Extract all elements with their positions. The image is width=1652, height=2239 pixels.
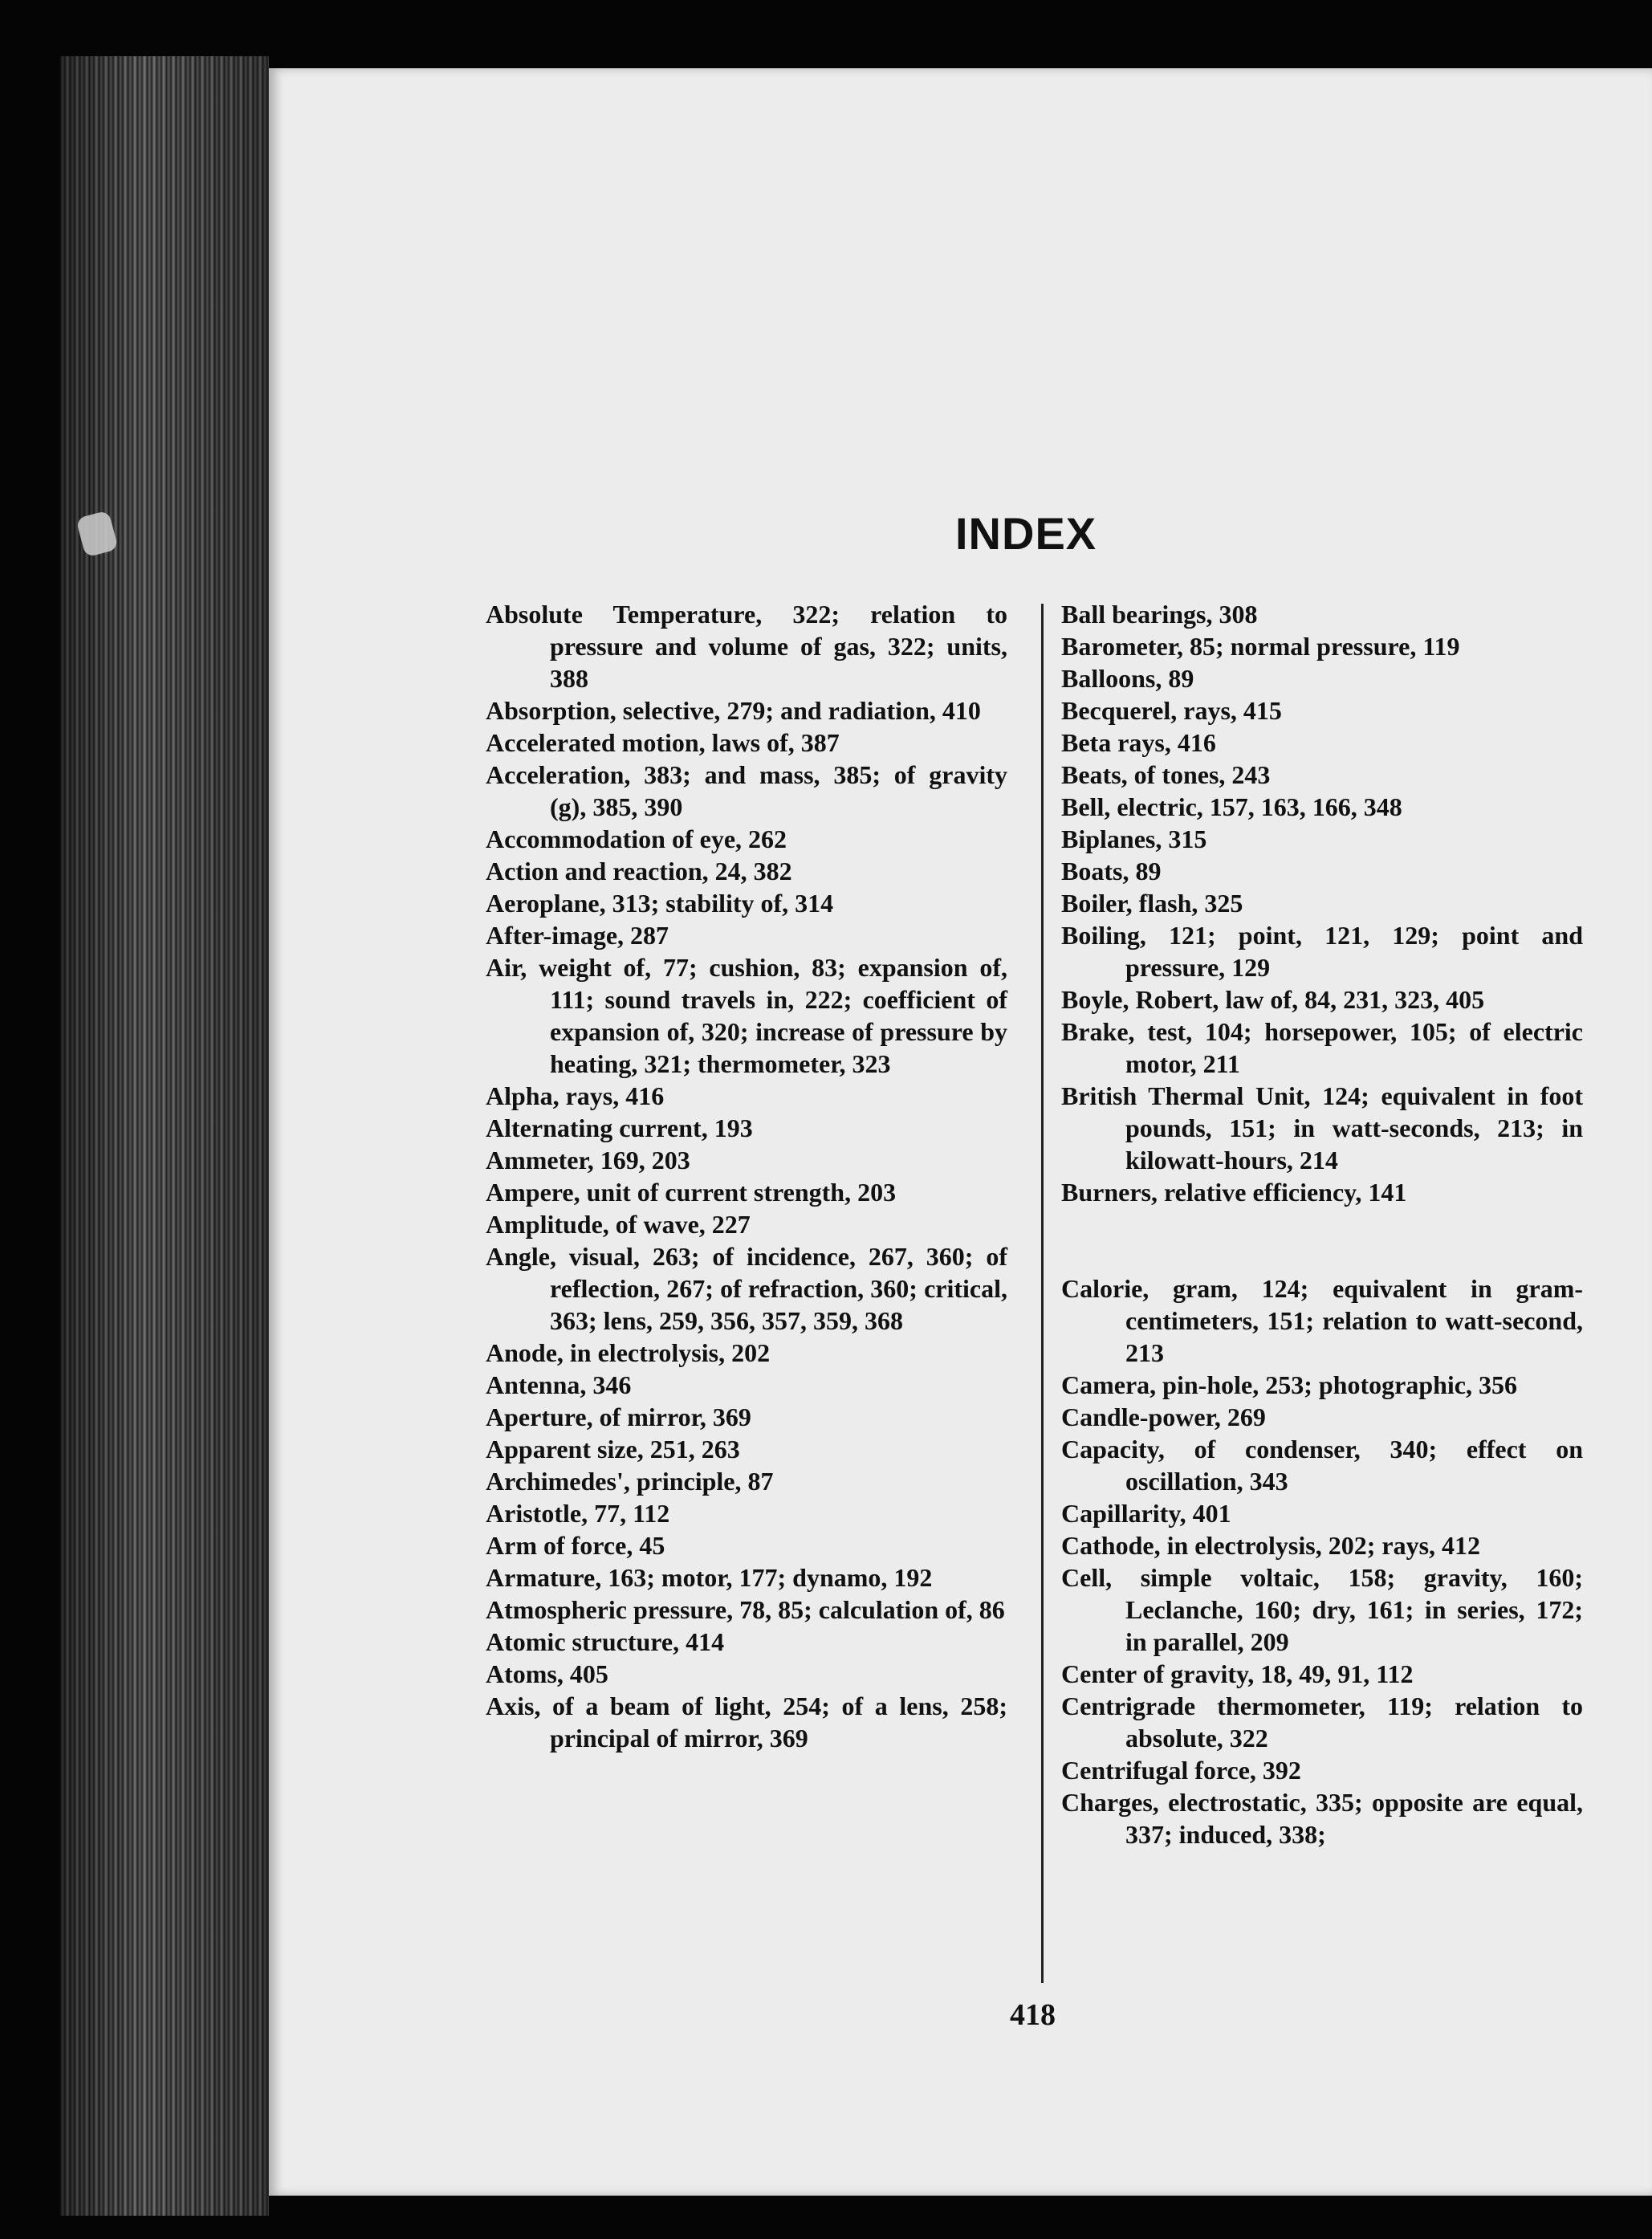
index-entry: Biplanes, 315 (1061, 824, 1207, 853)
page-title: INDEX (955, 508, 1097, 559)
index-entry: Bell, electric, 157, 163, 166, 348 (1061, 792, 1402, 821)
index-entry: Aristotle, 77, 112 (486, 1499, 670, 1528)
index-entry: Alternating current, 193 (486, 1113, 753, 1142)
index-entry: Center of gravity, 18, 49, 91, 112 (1061, 1659, 1414, 1688)
index-entry: Centrigrade thermometer, 119; relation to absolute, 322 (1061, 1691, 1583, 1753)
index-entry: Accelerated motion, laws of, 387 (486, 728, 840, 757)
index-entry: Alpha, rays, 416 (486, 1081, 665, 1110)
index-entry: Burners, relative efficiency, 141 (1061, 1178, 1407, 1207)
column-divider (1041, 604, 1044, 1983)
index-entry: Antenna, 346 (486, 1370, 632, 1399)
index-entry: Accommodation of eye, 262 (486, 824, 787, 853)
index-entry: Armature, 163; motor, 177; dynamo, 192 (486, 1563, 933, 1592)
index-entry: Capillarity, 401 (1061, 1499, 1231, 1528)
index-entry: Capacity, of condenser, 340; effect on oscillation, 343 (1061, 1435, 1583, 1496)
index-entry: Cathode, in electrolysis, 202; rays, 412 (1061, 1531, 1481, 1560)
index-entry: Atomic structure, 414 (486, 1627, 725, 1656)
index-entry: Aeroplane, 313; stability of, 314 (486, 889, 834, 918)
page-number: 418 (1010, 1998, 1056, 2032)
index-column-left (486, 598, 1007, 1754)
index-entry: Charges, electrostatic, 335; opposite are equal, 337; induced, 338; (1061, 1788, 1583, 1849)
index-entry: Brake, test, 104; horsepower, 105; of electric motor, 211 (1061, 1017, 1583, 1078)
index-entry: Ball bearings, 308 (1061, 600, 1258, 629)
index-entry: Atmospheric pressure, 78, 85; calculation of, 86 (486, 1595, 1005, 1624)
index-entry: Aperture, of mirror, 369 (486, 1402, 751, 1431)
index-entry: Arm of force, 45 (486, 1531, 665, 1560)
index-entry: Becquerel, rays, 415 (1061, 696, 1282, 725)
index-entry: Beta rays, 416 (1061, 728, 1216, 757)
index-entry: Ampere, unit of current strength, 203 (486, 1178, 897, 1207)
index-entry: Boiling, 121; point, 121, 129; point and pressure, 129 (1061, 921, 1583, 982)
section-gap (1061, 1208, 1583, 1272)
index-entry: Amplitude, of wave, 227 (486, 1210, 751, 1239)
index-entry: Angle, visual, 263; of incidence, 267, 360; of reflection, 267; of refraction, 360; critical, 363; lens, 259, 356, 357, 359, 368 (486, 1242, 1007, 1335)
index-entry: Action and reaction, 24, 382 (486, 857, 792, 885)
index-entry: Calorie, gram, 124; equivalent in gram-centimeters, 151; relation to watt-second, 213 (1061, 1274, 1583, 1367)
index-entry: Candle-power, 269 (1061, 1402, 1266, 1431)
index-entry: British Thermal Unit, 124; equivalent in foot pounds, 151; in watt-seconds, 213; in kilowatt-hours, 214 (1061, 1081, 1583, 1174)
index-entry: Air, weight of, 77; cushion, 83; expansion of, 111; sound travels in, 222; coefficient of expansion of, 320; increase of pressure by heating, 321; thermometer, 323 (486, 953, 1007, 1078)
index-entry: Cell, simple voltaic, 158; gravity, 160; Leclanche, 160; dry, 161; in series, 172; in parallel, 209 (1061, 1563, 1583, 1656)
index-entry: Absolute Temperature, 322; relation to pressure and volume of gas, 322; units, 388 (486, 600, 1007, 693)
index-entry: Archimedes', principle, 87 (486, 1467, 774, 1496)
index-entry: After-image, 287 (486, 921, 669, 950)
spine-shadow (60, 56, 269, 2216)
index-column-right (1061, 598, 1583, 1850)
index-entry: Anode, in electrolysis, 202 (486, 1338, 771, 1367)
index-entry: Boats, 89 (1061, 857, 1162, 885)
index-entry: Boiler, flash, 325 (1061, 889, 1243, 918)
index-entry: Ammeter, 169, 203 (486, 1146, 690, 1174)
index-entry: Acceleration, 383; and mass, 385; of gravity (g), 385, 390 (486, 760, 1007, 821)
index-entry: Boyle, Robert, law of, 84, 231, 323, 405 (1061, 985, 1485, 1014)
index-entry: Axis, of a beam of light, 254; of a lens, 258; principal of mirror, 369 (486, 1691, 1007, 1753)
index-entry: Barometer, 85; normal pressure, 119 (1061, 632, 1460, 661)
index-entry: Centrifugal force, 392 (1061, 1756, 1301, 1785)
index-entry: Apparent size, 251, 263 (486, 1435, 740, 1463)
index-entry: Beats, of tones, 243 (1061, 760, 1271, 789)
index-entry: Camera, pin-hole, 253; photographic, 356 (1061, 1370, 1517, 1399)
index-entry: Atoms, 405 (486, 1659, 608, 1688)
index-entry: Balloons, 89 (1061, 664, 1194, 693)
index-entry: Absorption, selective, 279; and radiation, 410 (486, 696, 981, 725)
